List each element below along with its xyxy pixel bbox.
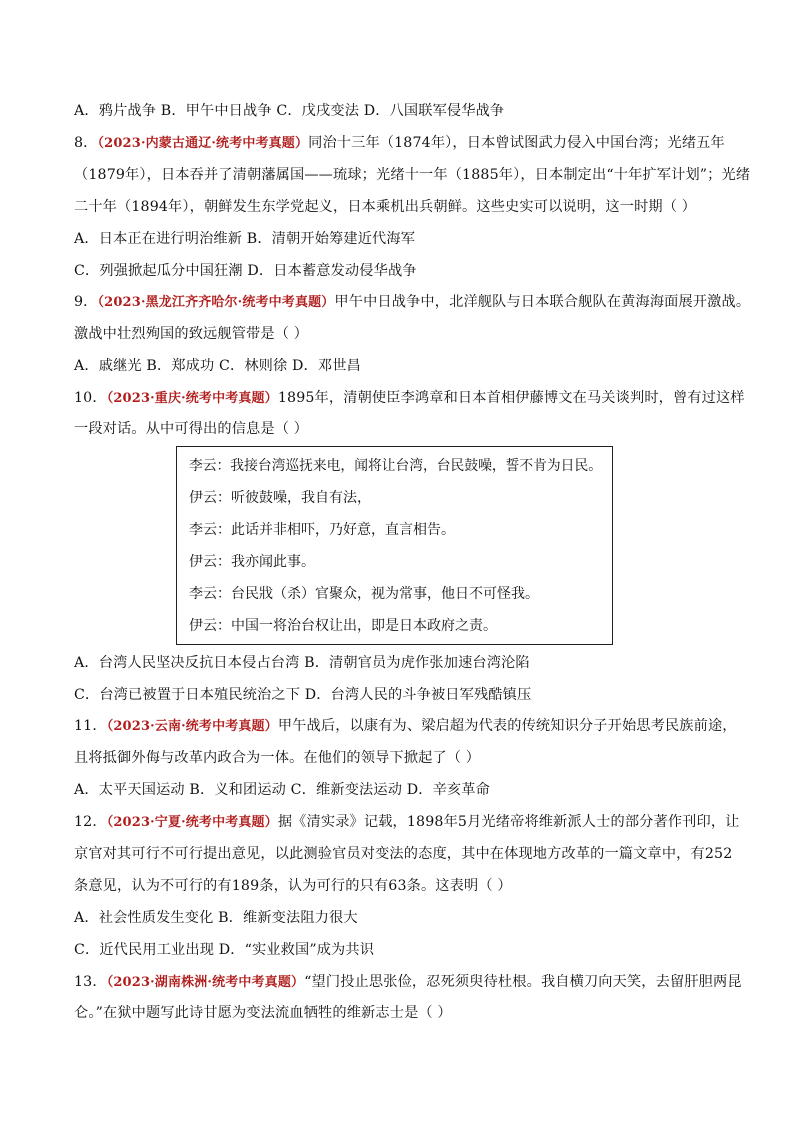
q9-number: 9． bbox=[74, 294, 98, 310]
q11-stem-line2: 且将抵御外侮与改革内政合为一体。在他们的领导下掀起了（ ） bbox=[74, 750, 481, 766]
q10-source: （2023·重庆·统考中考真题） bbox=[106, 391, 278, 406]
q10-text1: 1895年，清朝使臣李鸿章和日本首相伊藤博文在马关谈判时，曾有过这样 bbox=[277, 390, 745, 406]
q8-options-1: A．日本正在进行明治维新 B．清朝开始筹建近代海军 bbox=[74, 231, 416, 247]
q13-stem-line1 bbox=[74, 972, 742, 993]
q12-stem-line2: 京官对其可行不可行提出意见，以此测验官员对变法的态度，其中在体现地方改革的一篇文章中，有252 bbox=[74, 846, 733, 862]
q13-number: 13． bbox=[74, 974, 107, 990]
q9-stem-line1 bbox=[74, 292, 750, 313]
q12-stem-line1 bbox=[74, 812, 740, 833]
q10-dialog-box bbox=[176, 446, 613, 645]
q10-number: 10． bbox=[74, 390, 107, 406]
q11-stem-line1 bbox=[74, 716, 737, 737]
q8-source: （2023·内蒙古通辽·统考中考真题） bbox=[97, 136, 309, 151]
q7-options: A．鸦片战争 B．甲午中日战争 C．戊戌变法 D．八国联军侵华战争 bbox=[74, 103, 505, 119]
dialog-line: 伊云：听彼鼓噪，我自有法， bbox=[189, 490, 371, 506]
q9-text1: 甲午中日战争中，北洋舰队与日本联合舰队在黄海海面展开激战。 bbox=[334, 294, 751, 310]
dialog-line: 李云：此话并非相吓，乃好意，直言相告。 bbox=[189, 522, 455, 538]
q11-number: 11． bbox=[74, 718, 107, 734]
q8-text1: 同治十三年（1874年），日本曾试图武力侵入中国台湾；光绪五年 bbox=[308, 135, 725, 151]
dialog-line: 伊云：中国一将治台权让出，即是日本政府之责。 bbox=[189, 618, 497, 634]
q12-source: （2023·宁夏·统考中考真题） bbox=[106, 815, 278, 830]
q10-options-2: C．台湾已被置于日本殖民统治之下 D．台湾人民的斗争被日军残酷镇压 bbox=[74, 687, 532, 703]
dialog-line: 李云：我接台湾巡抚来电，闻将让台湾，台民鼓噪，誓不肯为日民。 bbox=[189, 458, 602, 474]
q9-source: （2023·黑龙江齐齐哈尔·统考中考真题） bbox=[97, 295, 335, 310]
q11-source: （2023·云南·统考中考真题） bbox=[106, 719, 278, 734]
q8-stem-line2: （1879年），日本吞并了清朝藩属国——琉球；光绪十一年（1885年），日本制定出“十年扩军计划”；光绪 bbox=[74, 167, 751, 183]
q8-stem-line3: 二十年（1894年），朝鲜发生东学党起义，日本乘机出兵朝鲜。这些史实可以说明，这一时期（ ） bbox=[74, 199, 697, 215]
q12-number: 12． bbox=[74, 814, 107, 830]
q13-stem-line2: 仑。”在狱中题写此诗甘愿为变法流血牺牲的维新志士是（ ） bbox=[74, 1005, 452, 1021]
q10-stem-line1 bbox=[74, 388, 745, 409]
q12-options-2: C．近代民用工业出现 D．“实业救国”成为共识 bbox=[74, 942, 375, 958]
q12-stem-line3: 条意见，认为不可行的有189条，认为可行的只有63条。这表明（ ） bbox=[74, 878, 512, 894]
q8-number: 8． bbox=[74, 135, 98, 151]
q9-stem-line2: 激战中壮烈殉国的致远舰管带是（ ） bbox=[74, 326, 309, 342]
q11-text1: 甲午战后，以康有为、梁启超为代表的传统知识分子开始思考民族前途， bbox=[277, 718, 737, 734]
dialog-line: 伊云：我亦闻此事。 bbox=[189, 554, 315, 570]
q10-stem-line2: 一段对话。从中可得出的信息是（ ） bbox=[74, 421, 309, 437]
q9-options: A．戚继光 B．郑成功 C．林则徐 D．邓世昌 bbox=[74, 358, 361, 374]
q11-options: A．太平天国运动 B．义和团运动 C．维新变法运动 D．辛亥革命 bbox=[74, 782, 490, 798]
q8-options-2: C．列强掀起瓜分中国狂潮 D．日本蓄意发动侵华战争 bbox=[74, 263, 417, 279]
q13-source: （2023·湖南株洲·统考中考真题） bbox=[106, 975, 305, 990]
q8-stem-line1 bbox=[74, 133, 725, 154]
dialog-line: 李云：台民戕（杀）官聚众，视为常事，他日不可怪我。 bbox=[189, 586, 539, 602]
q13-text1: “望门投止思张俭，忍死须臾待杜根。我自横刀向天笑，去留肝胆两昆 bbox=[304, 974, 742, 990]
q12-text1: 据《清实录》记载，1898年5月光绪帝将维新派人士的部分著作刊印，让 bbox=[277, 814, 740, 830]
q12-options-1: A．社会性质发生变化 B．维新变法阻力很大 bbox=[74, 910, 358, 926]
q10-options-1: A．台湾人民坚决反抗日本侵占台湾 B．清朝官员为虎作张加速台湾沦陷 bbox=[74, 655, 530, 671]
